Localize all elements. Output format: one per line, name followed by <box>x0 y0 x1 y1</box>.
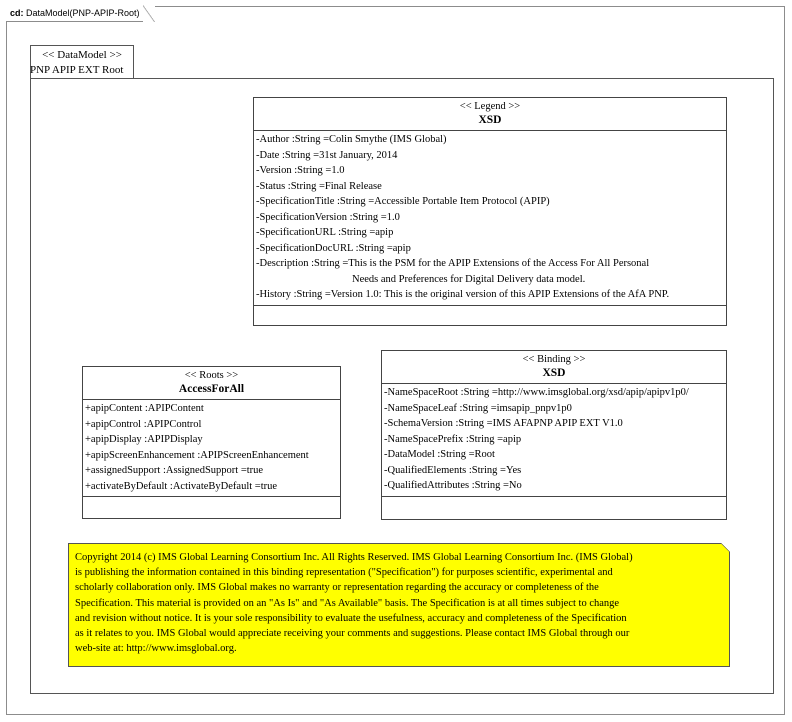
binding-attribute: -NameSpaceRoot :String =http://www.imsglobal.org/xsd/apip/apipv1p0/ <box>384 387 689 398</box>
legend-stereotype: << Legend >> <box>459 101 521 112</box>
legend-class-header <box>254 98 726 131</box>
legend-attribute: -SpecificationTitle :String =Accessible Portable Item Protocol (APIP) <box>256 196 550 207</box>
note-fold-corner <box>721 543 730 552</box>
package-tab[interactable] <box>30 45 134 79</box>
roots-attribute: +apipScreenEnhancement :APIPScreenEnhancement <box>85 449 309 461</box>
roots-attribute: +apipDisplay :APIPDisplay <box>85 434 203 445</box>
legend-attribute: -Date :String =31st January, 2014 <box>256 149 398 161</box>
legend-attribute: -Version :String =1.0 <box>256 165 345 176</box>
description-continuation: Needs and Preferences for Digital Delivery data model. <box>352 273 586 285</box>
description-text: -Description :String =This is the PSM for the APIP Extensions of the Access For All Personal <box>256 258 650 269</box>
note-line: Specification. This material is provided on an "As Is" and "As Available" basis. The Specification is at all times subject to change <box>75 597 620 609</box>
binding-attribute: -SchemaVersion :String =IMS AFAPNP APIP EXT V1.0 <box>384 418 623 429</box>
binding-attribute: -NameSpaceLeaf :String =imsapip_pnpv1p0 <box>384 402 572 414</box>
roots-attributes <box>83 400 340 497</box>
binding-class-name: XSD <box>542 367 566 379</box>
legend-attribute: -SpecificationDocURL :String =apip <box>256 242 411 254</box>
legend-attribute-description <box>254 256 726 287</box>
note-line: web-site at: http://www.imsglobal.org. <box>75 643 237 655</box>
roots-class-header <box>83 367 340 400</box>
legend-attributes <box>254 131 726 306</box>
package-stereotype: << DataModel >> <box>42 49 122 61</box>
frame-kind: cd: <box>10 8 24 18</box>
diagram-frame-tab <box>6 6 155 22</box>
roots-class[interactable] <box>82 366 341 519</box>
note-line: is publishing the information contained in this binding representation ("Specification") for purposes scientific, experimental and <box>75 567 613 579</box>
legend-attribute: -SpecificationURL :String =apip <box>256 227 394 238</box>
roots-attribute: +apipControl :APIPControl <box>85 418 202 430</box>
legend-class-name: XSD <box>478 114 502 126</box>
note-line: and revision without notice. It is your sole responsibility to evaluate the usefulness, accuracy and completeness of the Specification <box>75 612 627 624</box>
binding-class-header <box>382 351 726 384</box>
roots-attribute: +assignedSupport :AssignedSupport =true <box>85 465 264 476</box>
frame-name: DataModel(PNP-APIP-Root) <box>26 8 140 18</box>
roots-attribute: +apipContent :APIPContent <box>85 403 204 414</box>
binding-class[interactable] <box>381 350 727 520</box>
note-line: Copyright 2014 (c) IMS Global Learning Consortium Inc. All Rights Reserved. IMS Global Learning Consortium Inc. (IMS Global) <box>75 552 633 563</box>
note-line: as it relates to you. IMS Global would appreciate receiving your comments and suggestions. Please contact IMS Global through our <box>75 628 630 640</box>
binding-attribute: -QualifiedElements :String =Yes <box>384 464 522 476</box>
roots-stereotype: << Roots >> <box>184 370 239 381</box>
package-name: PNP APIP EXT Root <box>30 64 124 76</box>
legend-attribute: -SpecificationVersion :String =1.0 <box>256 211 400 223</box>
copyright-note[interactable] <box>68 543 730 667</box>
frame-tab-corner <box>143 5 155 22</box>
legend-attribute: -History :String =Version 1.0: This is the original version of this APIP Extensions of the AfA PNP. <box>256 289 670 300</box>
legend-attribute: -Author :String =Colin Smythe (IMS Global) <box>256 134 447 145</box>
binding-stereotype: << Binding >> <box>522 354 586 365</box>
note-line: scholarly collaboration only. IMS Global makes no warranty or representation regarding the accuracy or completeness of the <box>75 582 599 594</box>
legend-attribute: -Status :String =Final Release <box>256 180 382 192</box>
roots-class-name: AccessForAll <box>178 383 245 395</box>
binding-attribute: -DataModel :String =Root <box>384 449 495 460</box>
roots-attribute: +activateByDefault :ActivateByDefault =true <box>85 480 278 492</box>
binding-attribute: -NameSpacePrefix :String =apip <box>384 433 522 445</box>
binding-attribute: -QualifiedAttributes :String =No <box>384 480 522 491</box>
legend-class[interactable] <box>253 97 727 326</box>
binding-attributes <box>382 384 726 497</box>
